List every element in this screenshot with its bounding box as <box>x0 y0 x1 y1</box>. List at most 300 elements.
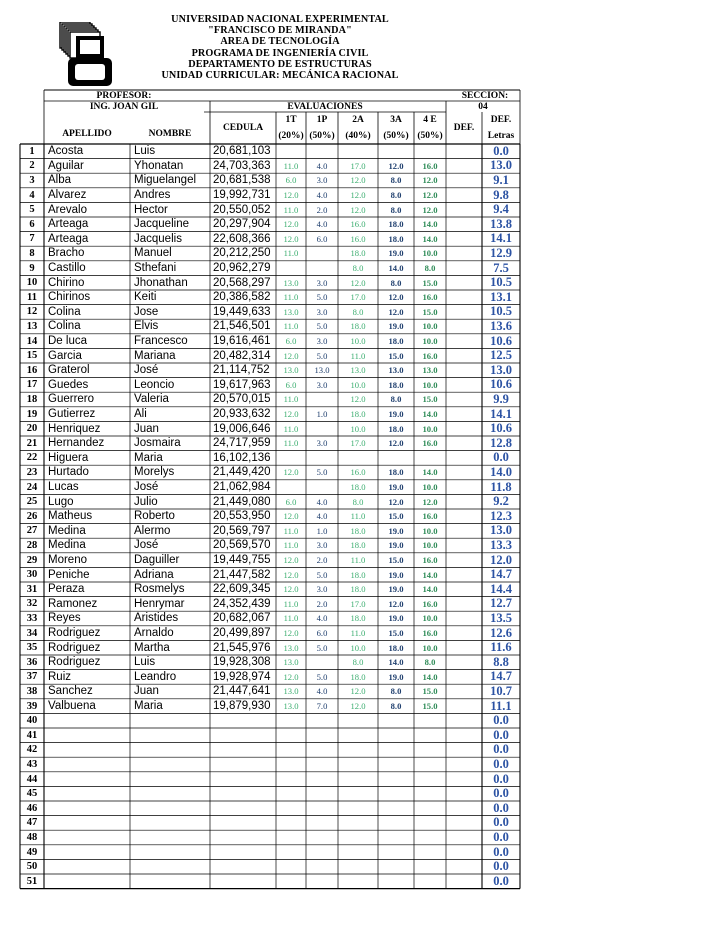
cedula-cell: 20,962,279 <box>213 262 271 275</box>
final-grade: 13.3 <box>490 538 512 552</box>
grade-cell: 12.0 <box>283 628 299 639</box>
grade-cell: 16.0 <box>422 628 438 639</box>
grade-cell <box>338 772 378 787</box>
grade-cell: 11.0 <box>283 613 299 624</box>
row-number: 14 <box>26 335 38 347</box>
final-grade: 10.5 <box>490 275 512 290</box>
grade-cell: 10.0 <box>422 540 438 551</box>
grade-cell <box>378 451 414 466</box>
grade-cell <box>306 392 338 407</box>
cedula-cell: 21,545,976 <box>213 641 271 654</box>
cedula-cell: 19,928,974 <box>213 670 271 683</box>
grade-cell <box>414 845 446 860</box>
final-grade: 14.7 <box>490 567 512 582</box>
grade-cell: 15.0 <box>422 277 438 288</box>
grade-cell <box>306 144 338 159</box>
cedula-cell: 20,212,250 <box>213 247 271 260</box>
grade-cell: 16.0 <box>422 292 438 303</box>
grade-cell: 15.0 <box>388 350 404 361</box>
row-number: 2 <box>29 160 35 172</box>
nombre-cell: Juan <box>134 422 159 435</box>
grade-cell <box>338 845 378 860</box>
nombre-cell: Luis <box>134 656 156 669</box>
apellido-cell: Bracho <box>48 247 85 260</box>
grade-cell: 11.0 <box>283 525 299 536</box>
final-grade: 0.0 <box>493 713 509 728</box>
row-number: 38 <box>26 685 38 697</box>
nombre-cell: Ali <box>134 408 147 421</box>
grade-cell: 11.0 <box>350 628 366 639</box>
grade-cell: 10.0 <box>422 248 438 259</box>
cedula-cell: 20,499,897 <box>213 627 271 640</box>
grade-cell: 15.0 <box>422 394 438 405</box>
grade-cell <box>338 728 378 743</box>
grade-cell: 5.0 <box>316 467 328 478</box>
final-grade: 8.8 <box>493 655 509 669</box>
grade-cell: 12.0 <box>283 584 299 595</box>
grade-cell: 14.0 <box>422 233 438 244</box>
grade-cell: 12.0 <box>283 350 299 361</box>
grade-cell <box>414 859 446 874</box>
apellido-cell: Matheus <box>48 510 93 523</box>
eval-weight: (40%) <box>345 131 371 141</box>
apellido-cell: Henriquez <box>48 422 101 435</box>
grade-cell: 11.0 <box>350 350 366 361</box>
cedula-cell <box>210 874 276 889</box>
grade-cell <box>306 246 338 261</box>
cedula-cell: 20,482,314 <box>213 349 271 362</box>
grade-cell: 12.0 <box>422 204 438 215</box>
cedula-cell: 21,546,501 <box>213 320 271 333</box>
grade-cell: 16.0 <box>350 467 366 478</box>
nombre-cell: Jhonathan <box>134 276 188 289</box>
grade-cell <box>276 451 306 466</box>
row-number: 48 <box>26 831 38 843</box>
grade-cell: 17.0 <box>350 292 366 303</box>
row-number: 12 <box>26 306 38 318</box>
grade-cell: 10.0 <box>422 321 438 332</box>
grade-cell <box>338 816 378 831</box>
grade-cell: 12.0 <box>422 175 438 186</box>
grade-cell: 4.0 <box>316 160 328 171</box>
grade-cell: 12.0 <box>422 496 438 507</box>
row-number: 15 <box>26 350 38 362</box>
grade-cell: 12.0 <box>388 438 404 449</box>
nombre-cell: Manuel <box>134 247 172 260</box>
apellido-cell: Moreno <box>48 554 87 567</box>
grade-cell <box>306 655 338 670</box>
final-grade: 12.5 <box>490 348 512 363</box>
nombre-cell: Martha <box>134 641 170 654</box>
row-number: 9 <box>29 262 35 274</box>
grade-cell <box>378 859 414 874</box>
final-grade: 0.0 <box>493 786 509 801</box>
row-number: 29 <box>26 554 38 566</box>
grade-cell <box>306 713 338 728</box>
grade-cell: 19.0 <box>388 569 404 580</box>
grade-cell: 14.0 <box>388 263 404 274</box>
grade-cell: 12.0 <box>350 394 366 405</box>
apellido-cell <box>44 801 130 816</box>
grade-cell: 11.0 <box>283 160 299 171</box>
grade-cell: 19.0 <box>388 525 404 536</box>
row-number: 28 <box>26 539 38 551</box>
grade-cell: 18.0 <box>388 467 404 478</box>
grade-cell: 3.0 <box>316 379 328 390</box>
grade-cell: 10.0 <box>422 642 438 653</box>
final-grade: 13.5 <box>490 611 512 625</box>
nombre-cell: Keiti <box>134 291 157 304</box>
grade-cell: 2.0 <box>316 598 328 609</box>
final-grade: 0.0 <box>493 728 509 742</box>
final-grade: 0.0 <box>493 801 509 815</box>
grade-cell <box>414 743 446 758</box>
nombre-cell <box>130 757 210 772</box>
grade-cell: 18.0 <box>388 642 404 653</box>
grade-cell <box>306 801 338 816</box>
cedula-cell <box>210 743 276 758</box>
grade-cell: 8.0 <box>390 175 402 186</box>
apellido-cell: Alvarez <box>48 189 87 202</box>
grade-cell: 4.0 <box>316 686 328 697</box>
grade-cell: 18.0 <box>350 540 366 551</box>
grade-cell: 12.0 <box>388 160 404 171</box>
grade-cell: 13.0 <box>283 277 299 288</box>
row-number: 7 <box>29 233 35 245</box>
cedula-cell: 21,114,752 <box>213 364 270 377</box>
evaluaciones-label: EVALUACIONES <box>287 101 363 112</box>
grade-cell: 15.0 <box>422 306 438 317</box>
cedula-cell <box>210 845 276 860</box>
grade-cell: 11.0 <box>283 204 299 215</box>
apellido-cell: Castillo <box>48 262 86 275</box>
grade-cell <box>378 728 414 743</box>
final-grade: 13.0 <box>490 158 512 173</box>
cedula-cell: 24,703,363 <box>213 159 271 172</box>
grade-cell <box>338 859 378 874</box>
eval-header: 3A <box>390 115 402 125</box>
cedula-cell: 19,992,731 <box>213 189 271 202</box>
apellido-cell <box>44 859 130 874</box>
final-grade: 14.0 <box>490 465 512 479</box>
nombre-cell: Sthefani <box>134 262 177 275</box>
nombre-cell <box>130 830 210 845</box>
final-grade: 14.1 <box>490 231 512 246</box>
grade-cell <box>276 816 306 831</box>
grade-cell <box>306 480 338 495</box>
grade-cell: 13.0 <box>283 657 299 668</box>
nombre-cell: Henrymar <box>134 597 185 610</box>
apellido-cell <box>44 728 130 743</box>
final-grade: 13.1 <box>490 290 512 304</box>
grade-cell <box>414 451 446 466</box>
grade-cell <box>378 772 414 787</box>
row-number: 20 <box>26 423 38 435</box>
nombre-cell: Adriana <box>134 568 174 581</box>
grade-cell: 18.0 <box>350 569 366 580</box>
cedula-cell: 19,616,461 <box>213 335 271 348</box>
cedula-cell <box>210 830 276 845</box>
row-number: 21 <box>26 437 38 449</box>
header-line: DEPARTAMENTO DE ESTRUCTURAS <box>188 58 372 70</box>
cedula-cell: 21,062,984 <box>213 481 271 494</box>
apellido-cell: Peraza <box>48 583 85 596</box>
row-number: 42 <box>26 744 38 756</box>
grade-cell <box>338 874 378 889</box>
grade-cell: 8.0 <box>390 701 402 712</box>
final-grade: 12.6 <box>490 625 512 640</box>
final-grade: 13.6 <box>490 319 512 333</box>
apellido-cell: Colina <box>48 305 81 318</box>
grade-cell: 8.0 <box>352 263 364 274</box>
grade-cell <box>338 144 378 159</box>
nombre-cell: Yhonatan <box>134 159 184 172</box>
nombre-cell: Miguelangel <box>134 174 197 187</box>
row-number: 1 <box>29 145 35 157</box>
grade-cell: 18.0 <box>388 219 404 230</box>
grade-cell: 12.0 <box>283 671 299 682</box>
grade-cell: 12.0 <box>283 219 299 230</box>
cedula-cell: 20,570,015 <box>213 393 271 406</box>
grade-cell: 16.0 <box>350 233 366 244</box>
grade-cell: 13.0 <box>422 365 438 376</box>
grade-cell: 11.0 <box>283 321 299 332</box>
grade-cell: 13.0 <box>283 686 299 697</box>
grade-cell: 6.0 <box>285 336 297 347</box>
final-grade: 11.8 <box>490 479 512 494</box>
grade-cell <box>276 859 306 874</box>
grade-cell: 14.0 <box>422 467 438 478</box>
grade-cell <box>306 728 338 743</box>
grade-cell: 14.0 <box>422 569 438 580</box>
apellido-cell: Lugo <box>48 495 74 508</box>
grade-cell: 5.0 <box>316 321 328 332</box>
cedula-cell <box>210 859 276 874</box>
grade-cell: 8.0 <box>424 263 436 274</box>
seccion-label: SECCION: <box>461 90 509 101</box>
grade-cell <box>378 801 414 816</box>
grade-cell: 14.0 <box>422 671 438 682</box>
grade-cell: 4.0 <box>316 496 328 507</box>
grade-cell: 12.0 <box>283 190 299 201</box>
final-grade: 12.9 <box>490 246 512 260</box>
grade-cell <box>276 743 306 758</box>
grade-cell: 4.0 <box>316 613 328 624</box>
final-grade: 0.0 <box>493 742 509 757</box>
grade-cell <box>306 859 338 874</box>
cedula-cell: 19,617,963 <box>213 378 271 391</box>
cedula-cell: 24,717,959 <box>213 437 271 450</box>
grade-cell: 19.0 <box>388 321 404 332</box>
cedula-cell: 20,568,297 <box>213 276 271 289</box>
row-number: 8 <box>29 247 35 259</box>
grade-cell: 12.0 <box>283 511 299 522</box>
row-number: 50 <box>26 861 38 873</box>
row-number: 39 <box>26 700 38 712</box>
cedula-cell: 19,449,633 <box>213 305 271 318</box>
grade-cell: 19.0 <box>388 613 404 624</box>
grade-cell: 18.0 <box>350 248 366 259</box>
grade-cell: 18.0 <box>388 379 404 390</box>
grade-cell <box>378 874 414 889</box>
final-grade: 14.1 <box>490 406 512 421</box>
grade-cell: 5.0 <box>316 671 328 682</box>
grade-cell: 1.0 <box>316 409 328 420</box>
apellido-cell: Guerrero <box>48 393 95 406</box>
grade-cell <box>378 743 414 758</box>
cedula-cell: 16,102,136 <box>213 451 271 464</box>
grade-cell: 8.0 <box>390 190 402 201</box>
apellido-cell: Reyes <box>48 612 81 625</box>
grade-cell: 19.0 <box>388 482 404 493</box>
grade-cell: 19.0 <box>388 248 404 259</box>
row-number: 30 <box>26 569 38 581</box>
grade-cell: 13.0 <box>283 306 299 317</box>
grade-cell <box>306 830 338 845</box>
cedula-cell: 20,681,538 <box>213 174 271 187</box>
grade-cell <box>306 845 338 860</box>
cedula-cell: 20,569,797 <box>213 524 271 537</box>
grade-cell <box>276 845 306 860</box>
grade-cell: 10.0 <box>422 423 438 434</box>
final-grade: 7.5 <box>493 260 509 275</box>
apellido-cell: Ramonez <box>48 597 98 610</box>
grade-cell: 12.0 <box>350 204 366 215</box>
grade-cell <box>338 451 378 466</box>
grade-cell: 14.0 <box>422 219 438 230</box>
apellido-cell: De luca <box>48 335 87 348</box>
nombre-cell: Julio <box>134 495 158 508</box>
nombre-cell: Daguiller <box>134 554 180 567</box>
row-number: 27 <box>26 525 38 537</box>
grade-cell: 16.0 <box>422 160 438 171</box>
grade-cell <box>378 786 414 801</box>
grade-cell: 16.0 <box>350 219 366 230</box>
apellido-cell <box>44 830 130 845</box>
row-number: 23 <box>26 466 38 478</box>
cedula-cell: 21,449,420 <box>213 466 271 479</box>
grade-cell: 14.0 <box>388 657 404 668</box>
grade-cell: 11.0 <box>283 292 299 303</box>
cedula-cell: 22,609,345 <box>213 583 271 596</box>
grade-cell: 12.0 <box>388 598 404 609</box>
row-number: 31 <box>26 583 38 595</box>
cedula-cell <box>210 772 276 787</box>
grade-cell <box>414 728 446 743</box>
grade-cell <box>306 421 338 436</box>
grade-cell: 17.0 <box>350 160 366 171</box>
grade-cell: 14.0 <box>422 584 438 595</box>
apellido-cell <box>44 757 130 772</box>
nombre-cell <box>130 816 210 831</box>
grade-cell: 8.0 <box>390 277 402 288</box>
final-grade: 13.0 <box>490 363 512 377</box>
nombre-cell: Josmaira <box>134 437 181 450</box>
grade-cell <box>414 772 446 787</box>
final-grade: 10.7 <box>490 684 512 698</box>
apellido-cell: Garcia <box>48 349 82 362</box>
cedula-cell: 20,297,904 <box>213 218 271 231</box>
grade-cell: 11.0 <box>283 540 299 551</box>
apellido-cell: Gutierrez <box>48 408 96 421</box>
final-grade: 12.3 <box>490 509 512 523</box>
row-number: 51 <box>26 875 38 887</box>
grade-cell: 10.0 <box>422 379 438 390</box>
profesor-label: PROFESOR: <box>96 90 152 101</box>
row-number: 46 <box>26 802 38 814</box>
nombre-header: NOMBRE <box>148 129 192 139</box>
eval-header: 4 E <box>423 115 437 125</box>
final-grade: 0.0 <box>493 874 509 888</box>
nombre-cell: Jose <box>134 305 159 318</box>
cedula-header: CEDULA <box>222 123 264 133</box>
grade-cell <box>276 728 306 743</box>
grade-cell <box>378 144 414 159</box>
grade-cell: 10.0 <box>422 613 438 624</box>
row-number: 32 <box>26 598 38 610</box>
grade-cell: 18.0 <box>388 233 404 244</box>
final-grade: 0.0 <box>493 844 509 859</box>
grade-cell: 8.0 <box>390 204 402 215</box>
grade-cell <box>338 757 378 772</box>
apellido-cell <box>44 743 130 758</box>
apellido-cell: Medina <box>48 539 86 552</box>
apellido-cell: Arteaga <box>48 232 89 245</box>
grade-cell: 4.0 <box>316 190 328 201</box>
final-grade: 9.2 <box>493 494 509 509</box>
apellido-cell: Arevalo <box>48 203 87 216</box>
apellido-cell: Rodriguez <box>48 641 101 654</box>
row-number: 44 <box>26 773 38 785</box>
final-grade: 12.7 <box>490 596 512 611</box>
grade-cell <box>338 713 378 728</box>
grade-cell: 12.0 <box>350 277 366 288</box>
header-line: "FRANCISCO DE MIRANDA" <box>208 25 352 37</box>
grade-cell: 12.0 <box>283 467 299 478</box>
grade-cell: 10.0 <box>350 423 366 434</box>
grade-cell: 8.0 <box>390 686 402 697</box>
cedula-cell <box>210 757 276 772</box>
grade-cell: 8.0 <box>352 496 364 507</box>
cedula-cell: 21,447,582 <box>213 568 271 581</box>
apellido-cell: Ruiz <box>48 670 72 683</box>
grade-cell: 4.0 <box>316 219 328 230</box>
grade-cell <box>306 874 338 889</box>
cedula-cell: 20,681,103 <box>213 145 271 158</box>
row-number: 36 <box>26 656 38 668</box>
grade-cell: 3.0 <box>316 540 328 551</box>
final-grade: 13.8 <box>490 217 512 231</box>
apellido-cell: Colina <box>48 320 81 333</box>
nombre-cell <box>130 743 210 758</box>
apellido-cell: Peniche <box>48 568 90 581</box>
row-number: 10 <box>26 277 38 289</box>
grade-cell <box>276 786 306 801</box>
grade-cell: 3.0 <box>316 336 328 347</box>
row-number: 34 <box>26 627 38 639</box>
grade-cell: 12.0 <box>283 555 299 566</box>
final-grade: 12.0 <box>490 552 512 567</box>
eval-weight: (50%) <box>309 131 335 141</box>
row-number: 5 <box>29 204 35 216</box>
grade-cell: 19.0 <box>388 584 404 595</box>
row-number: 26 <box>26 510 38 522</box>
apellido-cell: Aguilar <box>48 159 84 172</box>
cedula-cell <box>210 801 276 816</box>
grade-cell: 10.0 <box>422 336 438 347</box>
apellido-cell: Alba <box>48 174 72 187</box>
final-grade: 0.0 <box>493 771 509 786</box>
